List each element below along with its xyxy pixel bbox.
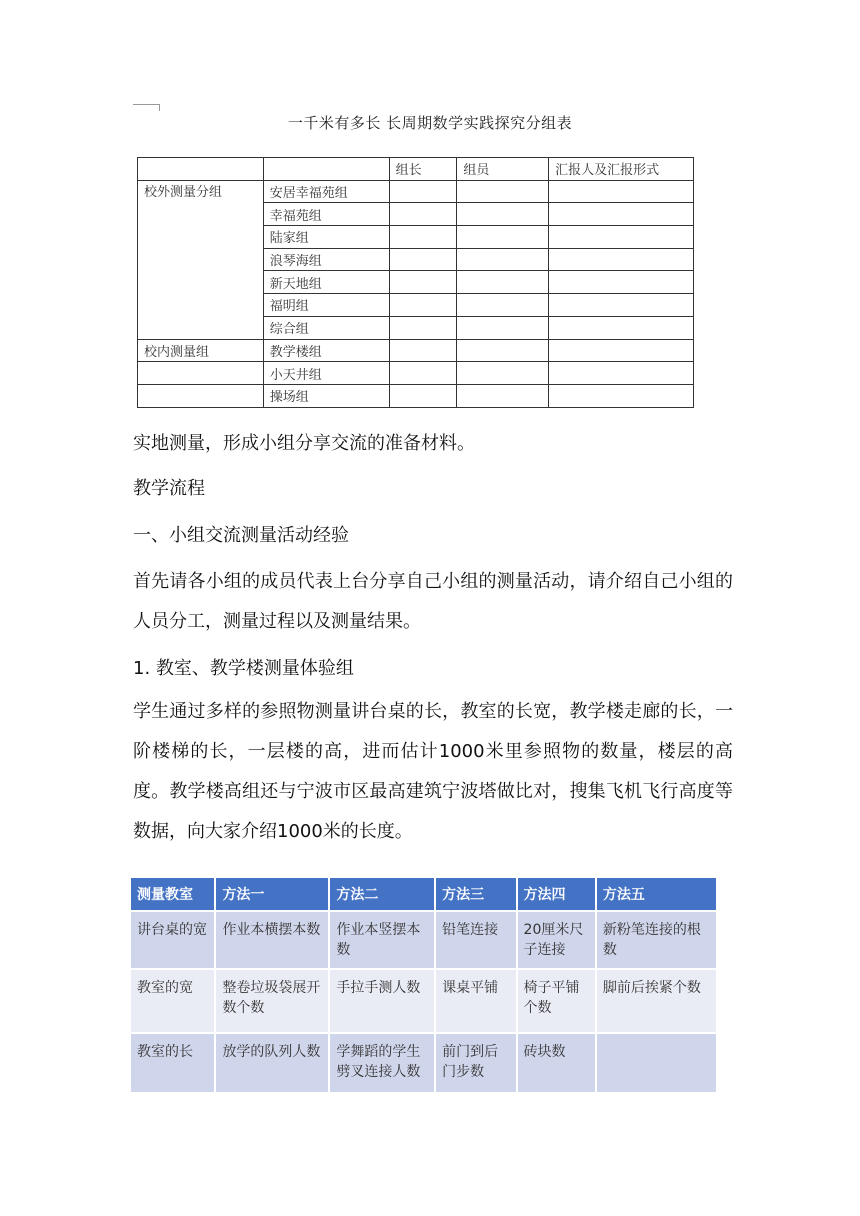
- table-row: [138, 180, 694, 203]
- corner-mark: [133, 104, 160, 111]
- table-cell: 铅笔连接: [436, 912, 515, 968]
- section-label: 教学流程: [133, 478, 205, 499]
- header-cell: 方法四: [518, 878, 595, 910]
- section-heading: 一、小组交流测量活动经验: [133, 525, 349, 546]
- header-cell: 汇报人及汇报形式: [549, 158, 694, 181]
- header-cell: 方法五: [597, 878, 716, 910]
- header-cell: 方法一: [216, 878, 328, 910]
- table-row: [131, 912, 716, 968]
- table-cell: 作业本竖摆本数: [330, 912, 434, 968]
- group-name-cell: 小天井组: [263, 362, 389, 385]
- table-cell: 学舞蹈的学生劈叉连接人数: [330, 1034, 434, 1092]
- subheading: 1. 教室、教学楼测量体验组: [133, 658, 354, 679]
- table-cell: [597, 1034, 716, 1092]
- method-table: [129, 876, 718, 1094]
- table-cell: 新粉笔连接的根数: [597, 912, 716, 968]
- group-table: [137, 157, 694, 408]
- table-cell: 放学的队列人数: [216, 1034, 328, 1092]
- table-cell: 砖块数: [518, 1034, 595, 1092]
- group-name-cell: 浪琴海组: [263, 248, 389, 271]
- table-cell: 脚前后挨紧个数: [597, 970, 716, 1032]
- header-cell: 组长: [389, 158, 457, 181]
- table-row: [138, 339, 694, 362]
- group-name-cell: 操场组: [263, 384, 389, 407]
- table-cell: 讲台桌的宽: [131, 912, 214, 968]
- group-table-header: [138, 158, 694, 181]
- paragraph: 首先请各小组的成员代表上台分享自己小组的测量活动，请介绍自己小组的人员分工，测量过程以及测量结果。: [133, 571, 733, 632]
- table-cell: 20厘米尺子连接: [518, 912, 595, 968]
- table-cell: 课桌平铺: [436, 970, 515, 1032]
- table-title: 一千米有多长 长周期数学实践探究分组表: [287, 114, 573, 132]
- table-cell: 作业本横摆本数: [216, 912, 328, 968]
- group-name-cell: 福明组: [263, 294, 389, 317]
- table-cell: 前门到后门步数: [436, 1034, 515, 1092]
- table-row: [138, 362, 694, 385]
- group-name-cell: 幸福苑组: [263, 203, 389, 226]
- table-row: [131, 970, 716, 1032]
- text-line: 实地测量，形成小组分享交流的准备材料。: [133, 433, 475, 454]
- header-cell: 组员: [457, 158, 549, 181]
- header-cell: 测量教室: [131, 878, 214, 910]
- group-name-cell: 安居幸福苑组: [263, 180, 389, 203]
- category-cell: 校内测量组: [138, 339, 264, 362]
- group-name-cell: 陆家组: [263, 226, 389, 249]
- method-table-header: [131, 878, 716, 910]
- header-cell: [263, 158, 389, 181]
- category-cell: 校外测量分组: [138, 180, 264, 339]
- table-cell: 手拉手测人数: [330, 970, 434, 1032]
- table-row: [131, 1034, 716, 1092]
- table-cell: 教室的宽: [131, 970, 214, 1032]
- group-name-cell: 综合组: [263, 316, 389, 339]
- table-row: [138, 384, 694, 407]
- header-cell: 方法二: [330, 878, 434, 910]
- table-cell: 整卷垃圾袋展开数个数: [216, 970, 328, 1032]
- table-cell: 椅子平铺个数: [518, 970, 595, 1032]
- group-name-cell: 教学楼组: [263, 339, 389, 362]
- header-cell: [138, 158, 264, 181]
- paragraph: 学生通过多样的参照物测量讲台桌的长，教室的长宽，教学楼走廊的长，一阶楼梯的长，一层楼的高，进而估计1000米里参照物的数量，楼层的高度。教学楼高组还与宁波市区最高建筑宁波塔做比对，搜集飞机飞行高度等数据，向大家介绍1000米的长度。: [133, 701, 733, 842]
- group-name-cell: 新天地组: [263, 271, 389, 294]
- table-cell: 教室的长: [131, 1034, 214, 1092]
- header-cell: 方法三: [436, 878, 515, 910]
